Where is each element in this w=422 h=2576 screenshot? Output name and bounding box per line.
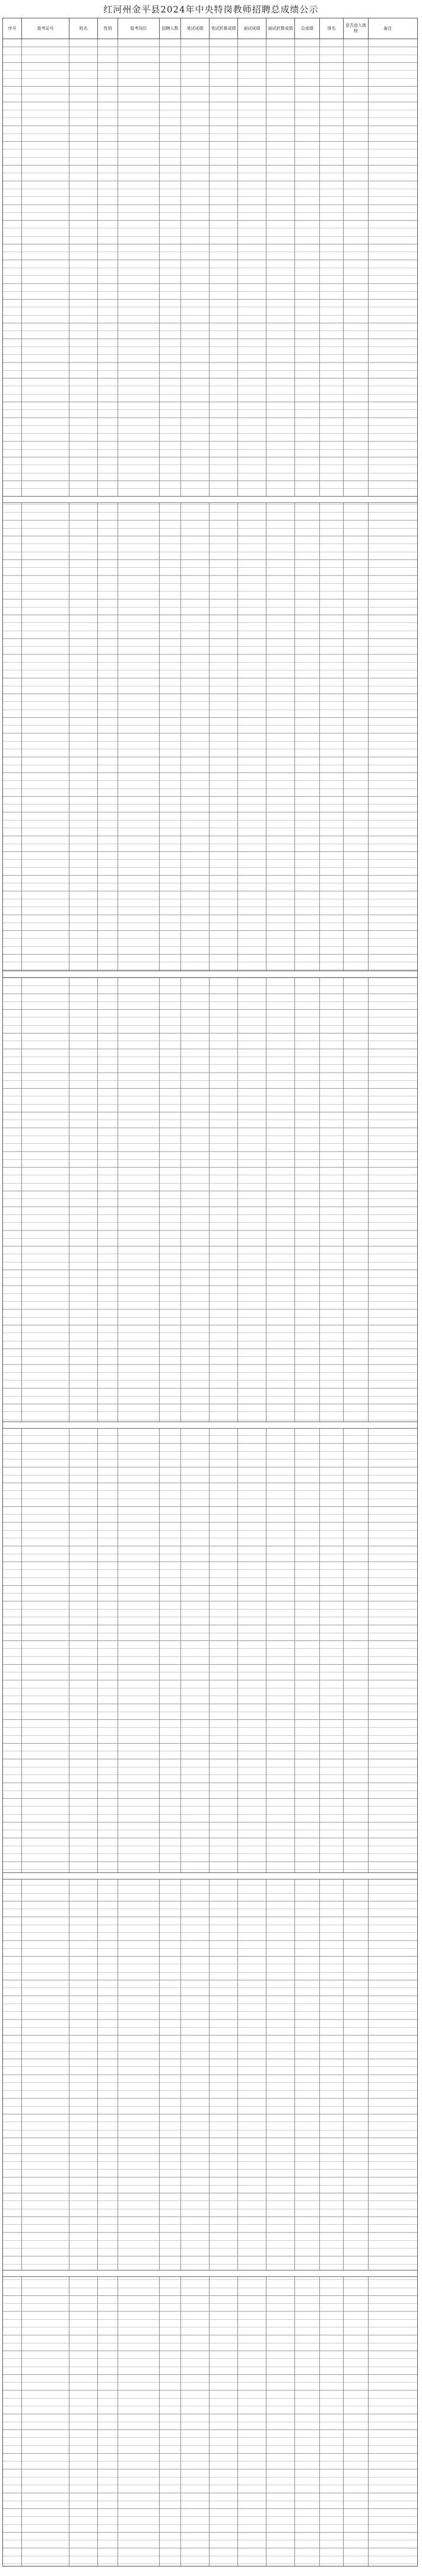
col-header: 招聘人数	[160, 18, 181, 39]
column-divider	[237, 39, 238, 2566]
column-divider	[159, 39, 160, 2566]
section-gap	[3, 2270, 417, 2277]
table-header	[2, 18, 418, 39]
col-header: 排名	[320, 18, 344, 39]
section-gap	[3, 1872, 417, 1879]
col-header: 笔试成绩	[181, 18, 210, 39]
column-divider	[209, 39, 210, 2566]
col-header: 序号	[3, 18, 22, 39]
page-title: 红河州金平县2024年中央特岗教师招聘总成绩公示	[103, 4, 319, 15]
col-header: 面试折算成绩	[266, 18, 295, 39]
col-header: 总成绩	[295, 18, 320, 39]
column-divider	[97, 39, 98, 2566]
column-divider	[21, 39, 22, 2566]
col-header: 面试成绩	[238, 18, 266, 39]
col-header: 报考岗位	[118, 18, 160, 39]
col-header: 备注	[383, 26, 392, 31]
column-divider	[368, 39, 369, 2566]
col-header: 姓名	[69, 18, 98, 39]
section-gap	[3, 1421, 417, 1429]
column-divider	[319, 39, 320, 2566]
column-divider	[294, 39, 295, 2566]
col-header: 性别	[98, 18, 118, 39]
col-header: 准考证号	[22, 18, 69, 39]
column-divider	[180, 39, 181, 2566]
col-header: 是否进入体检	[344, 18, 369, 39]
col-header: 笔试折算成绩	[210, 18, 238, 39]
results-table	[2, 18, 418, 2567]
section-gap	[3, 496, 417, 503]
column-divider	[343, 39, 344, 2566]
table-body	[2, 39, 418, 2567]
section-gap	[3, 971, 417, 978]
